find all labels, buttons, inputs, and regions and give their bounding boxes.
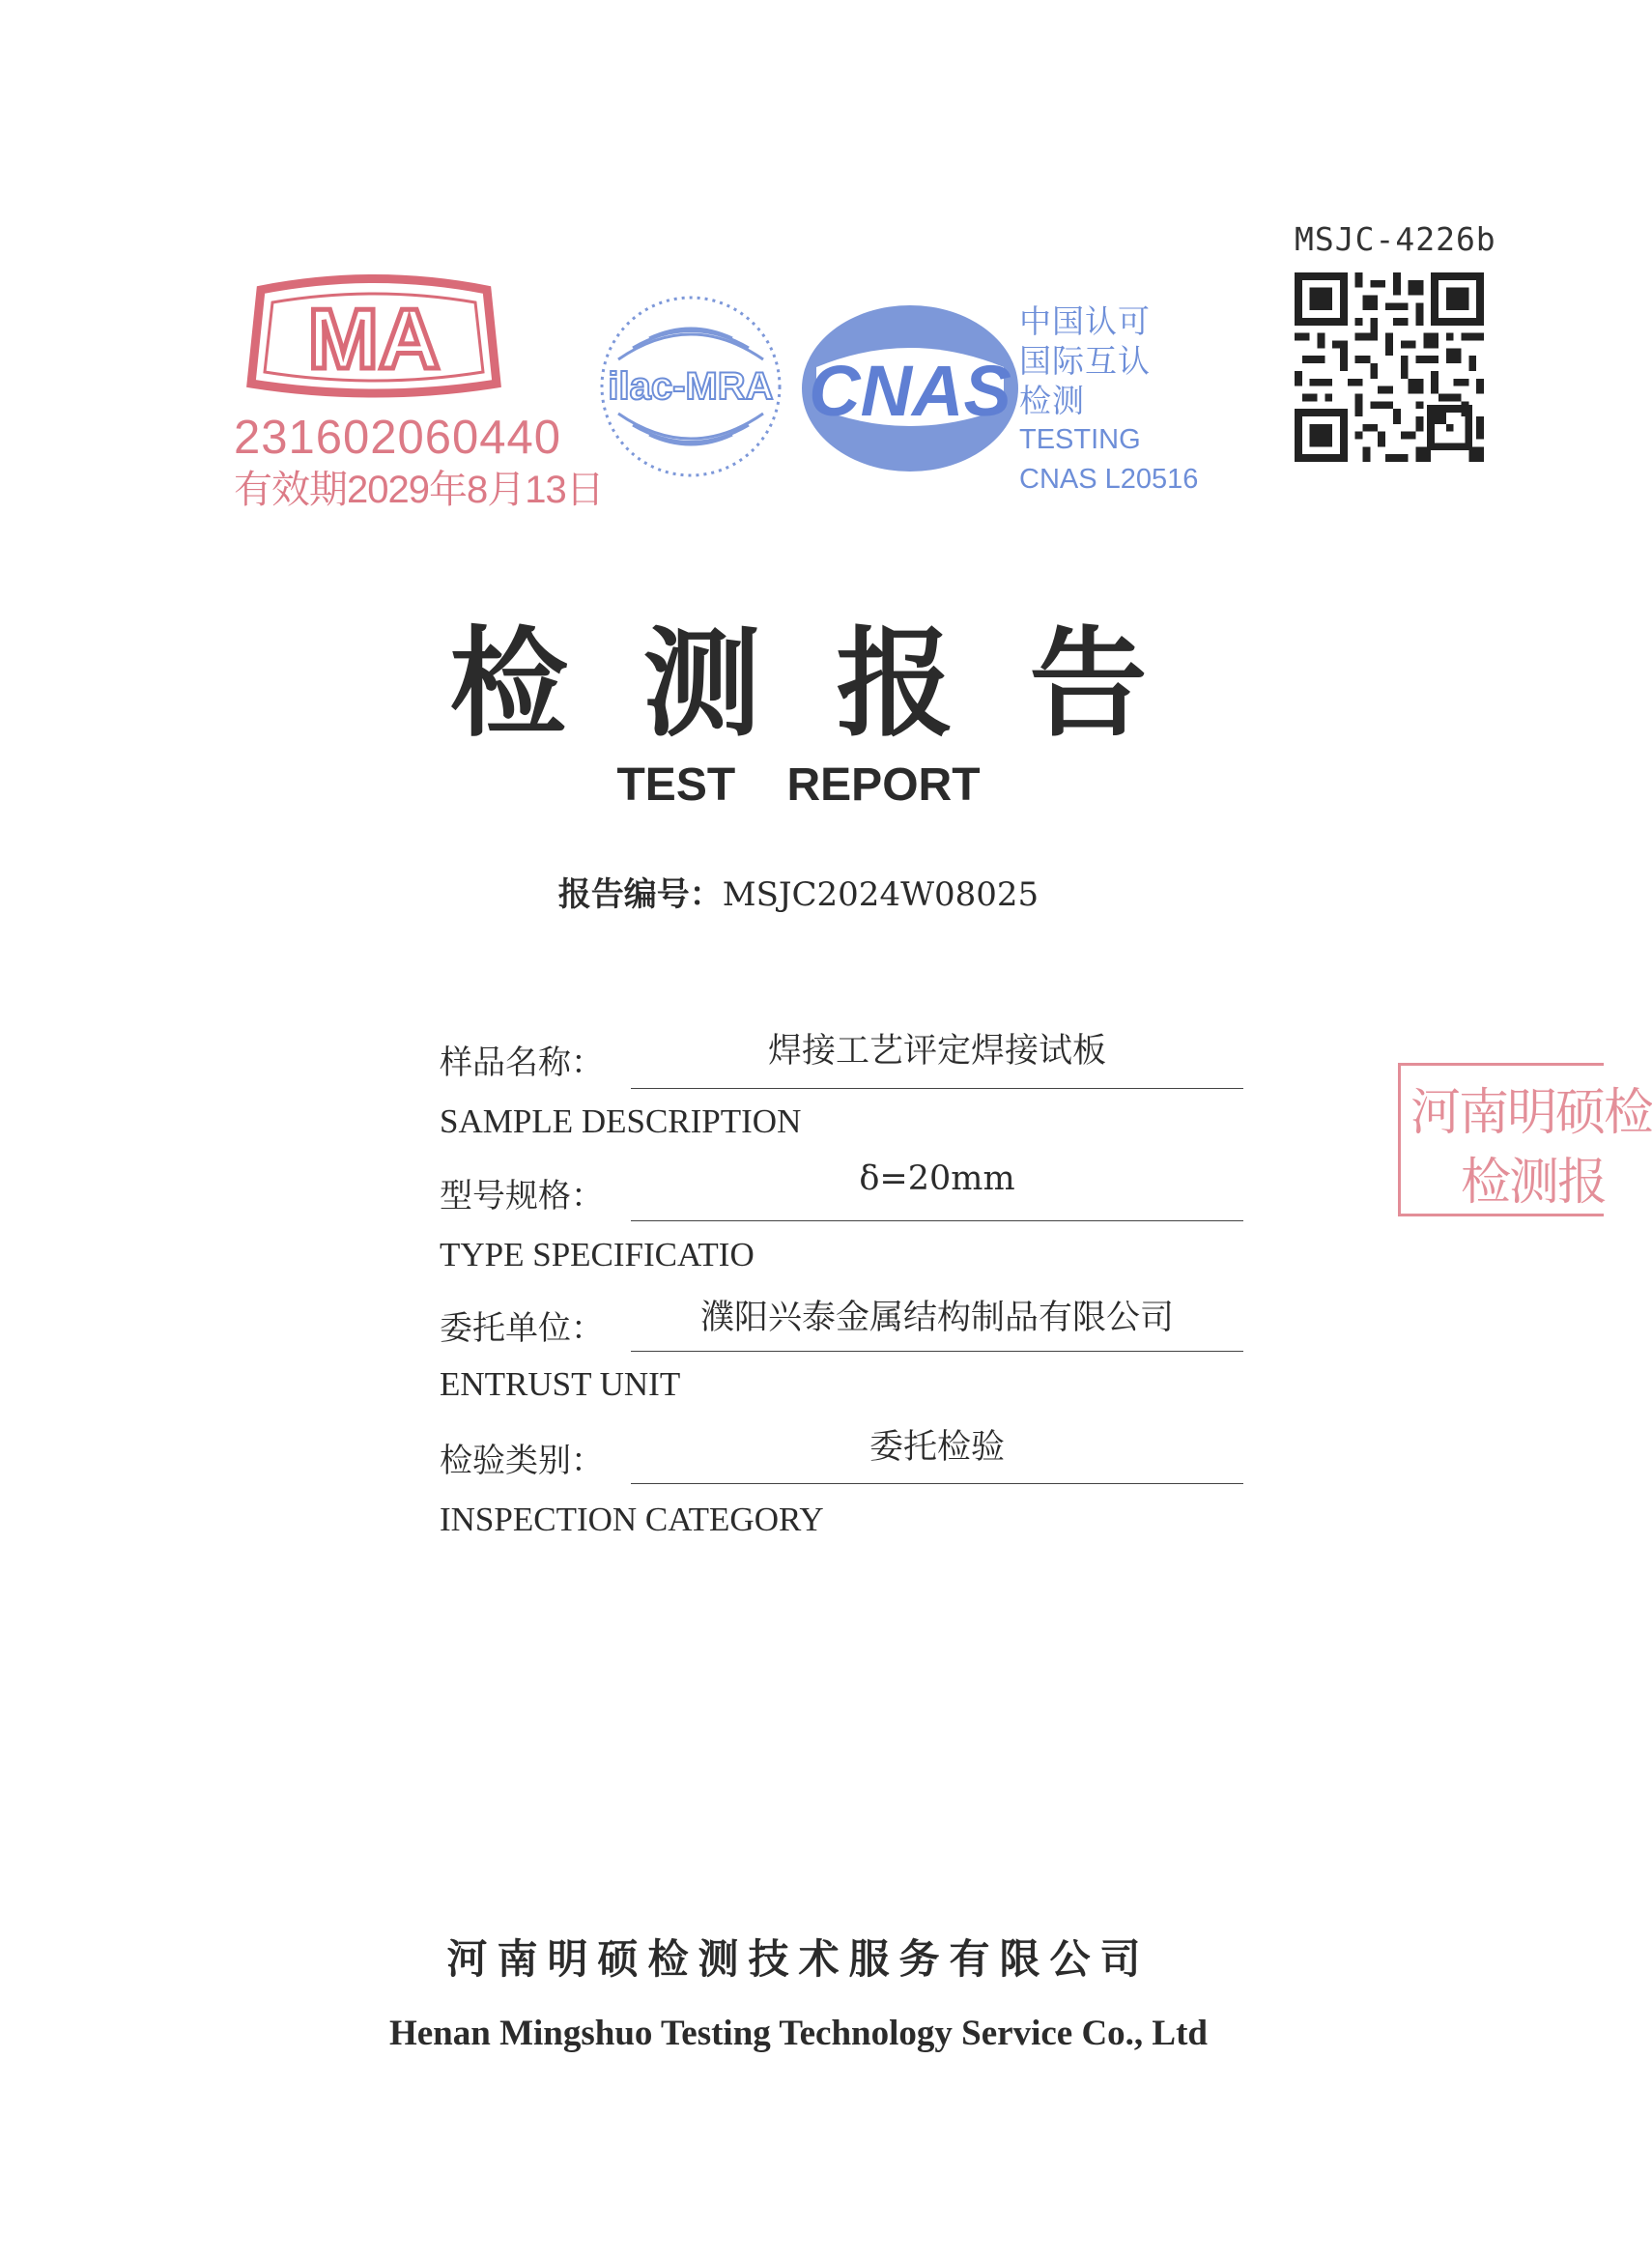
field-underline	[631, 1220, 1243, 1221]
cnas-logo-icon	[797, 300, 1024, 478]
side-seal-stamp	[1398, 1063, 1652, 1216]
field-label-type-spec: 型号规格：	[440, 1177, 604, 1215]
side-seal-line-1: 河南明硕检	[1410, 1085, 1652, 1141]
document-code: MSJC-4226b	[1295, 220, 1496, 258]
cnas-accreditation-text	[1019, 301, 1198, 500]
cma-stamp	[234, 275, 604, 517]
field-en-type-specification: TYPE SPECIFICATIO	[440, 1236, 755, 1273]
field-value-sample-name: 焊接工艺评定焊接试板	[767, 1032, 1106, 1071]
report-title-en: TEST REPORT	[616, 759, 981, 811]
report-title-cn: 检测报告	[449, 614, 1223, 753]
field-label-sample-name: 样品名称：	[440, 1044, 604, 1082]
field-en-inspection-category: INSPECTION CATEGORY	[440, 1501, 824, 1538]
field-label-entrust-unit: 委托单位：	[440, 1309, 604, 1348]
field-underline	[631, 1088, 1243, 1089]
report-number	[0, 868, 1597, 915]
field-value-type-spec: δ=20mm	[859, 1159, 1015, 1198]
company-name-en: Henan Mingshuo Testing Technology Service Co., Ltd	[388, 2014, 1209, 2053]
cnas-line-4: TESTING	[1019, 424, 1141, 455]
cma-number: 231602060440	[234, 412, 562, 464]
field-value-entrust-unit: 濮阳兴泰金属结构制品有限公司	[699, 1299, 1174, 1337]
cma-logo-icon	[243, 275, 504, 406]
cnas-line-2: 国际互认	[1019, 343, 1151, 379]
cnas-line-1: 中国认可	[1019, 303, 1151, 339]
report-number-label: 报告编号：	[557, 875, 723, 914]
cma-validity: 有效期2029年8月13日	[234, 469, 604, 511]
field-underline	[631, 1483, 1243, 1484]
field-value-inspection-category: 委托检验	[869, 1428, 1005, 1467]
svg-text:CNAS: CNAS	[809, 351, 1011, 431]
cnas-line-3: 检测	[1019, 383, 1085, 418]
company-name-cn: 河南明硕检测技术服务有限公司	[446, 1935, 1151, 1983]
field-underline	[631, 1351, 1243, 1352]
field-en-entrust-unit: ENTRUST UNIT	[440, 1365, 681, 1403]
svg-text:MA: MA	[307, 291, 441, 386]
field-label-inspection-category: 检验类别：	[440, 1442, 604, 1480]
field-en-sample-description: SAMPLE DESCRIPTION	[440, 1102, 802, 1140]
qr-code	[1295, 272, 1484, 462]
side-seal-line-2: 检测报	[1461, 1155, 1607, 1211]
report-number-value: MSJC2024W08025	[722, 875, 1040, 914]
svg-text:ilac-MRA: ilac-MRA	[608, 365, 774, 408]
ilac-mra-logo-icon	[589, 290, 792, 483]
cnas-line-5: CNAS L20516	[1019, 464, 1199, 495]
